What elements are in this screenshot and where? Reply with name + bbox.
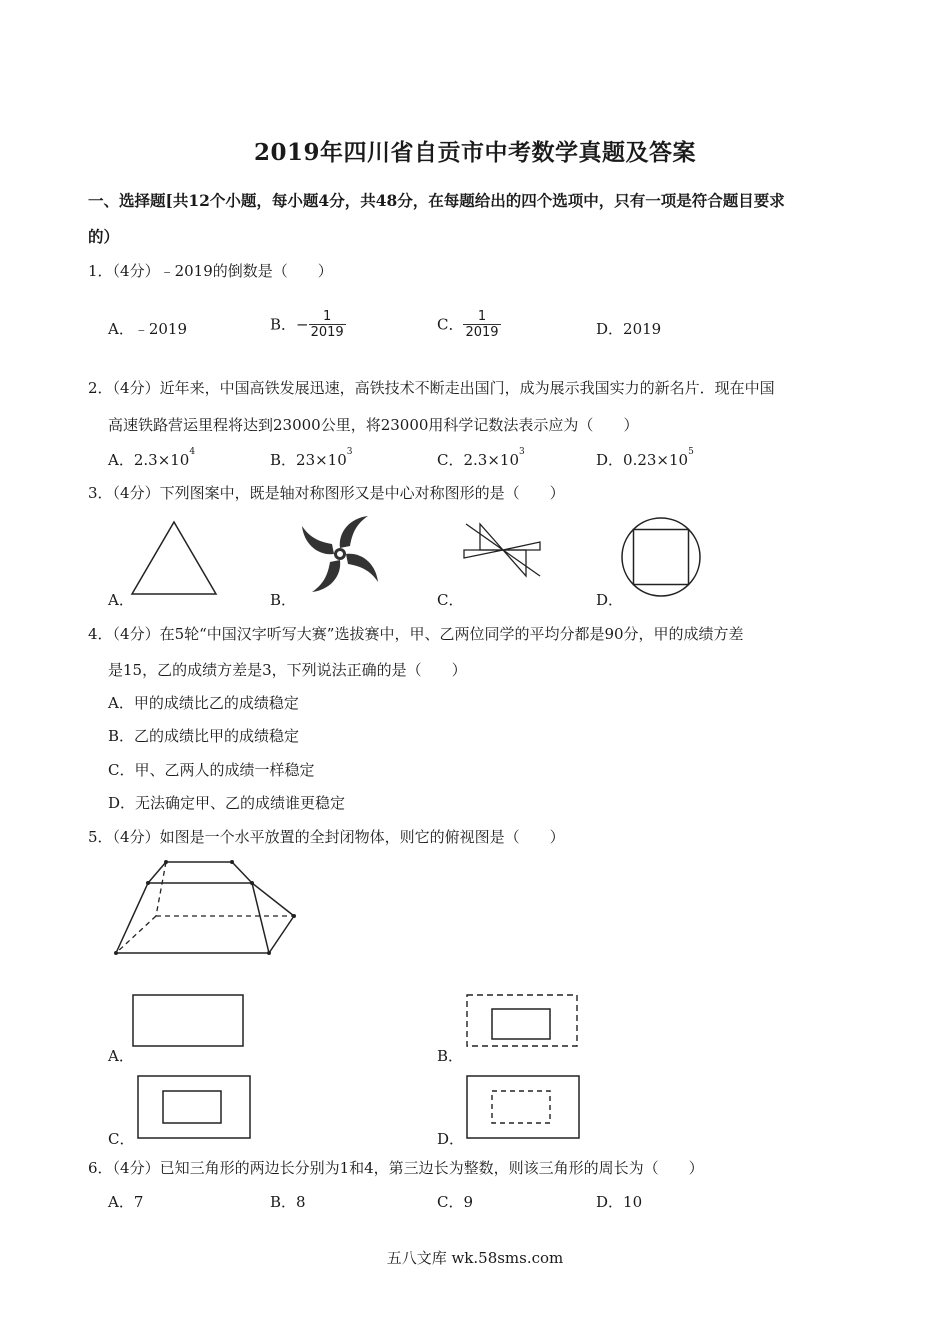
q1-option-c-label: C． — [437, 315, 464, 334]
q2-option-b-base: B．23×10 — [270, 451, 347, 469]
footer-watermark-link[interactable]: 五八文库 wk.58sms.com — [386, 1249, 564, 1267]
q6-option-b: B．8 — [270, 1193, 306, 1211]
q1-option-b-fraction — [309, 310, 346, 341]
q2-option-a — [108, 449, 195, 470]
q3-option-b: B． — [270, 591, 297, 609]
q5-figure-b-nested-dashed-outer — [462, 990, 586, 1054]
q4-stem-line2: 是15，乙的成绩方差是3，下列说法正确的是（ ） — [108, 661, 467, 679]
q5-figure-c-nested-solid — [133, 1073, 257, 1145]
q1-option-c-fraction — [463, 310, 500, 341]
q2-option-a-exponent: 4 — [189, 447, 196, 457]
q2-stem-line2: 高速铁路营运里程将达到23000公里，将23000用科学记数法表示应为（ ） — [108, 416, 639, 434]
q4-option-a: A．甲的成绩比乙的成绩稳定 — [108, 694, 299, 712]
q3-option-d: D． — [596, 591, 624, 609]
q2-option-b — [270, 449, 353, 470]
q3-figure-a-triangle — [128, 518, 220, 598]
q1-option-a: A．﹣2019 — [108, 320, 188, 338]
q5-figure-d-nested-dashed-inner — [462, 1073, 586, 1145]
q1-option-b-label: B． — [270, 315, 297, 334]
q5-figure-a-rectangle — [128, 990, 252, 1054]
q3-figure-c-windmill — [458, 520, 548, 580]
q2-option-c — [437, 449, 525, 470]
q2-option-d — [596, 449, 694, 470]
q4-stem-line1: 4．（4分）在5轮“中国汉字听写大赛”选拔赛中，甲、乙两位同学的平均分都是90分，甲的成绩方差 — [88, 625, 744, 643]
section-heading-line1: 一、选择题[共12个小题，每小题4分，共48分，在每题给出的四个选项中，只有一项是符合题目要求 — [88, 191, 785, 210]
q6-option-d: D．10 — [596, 1193, 643, 1211]
q1-stem: 1．（4分）﹣2019的倒数是（ ） — [88, 262, 333, 280]
q1-option-b-denominator: 2019 — [310, 325, 344, 341]
q1-option-b-sign: − — [296, 315, 309, 334]
q2-option-c-base: C．2.3×10 — [437, 451, 519, 469]
q1-option-b — [270, 310, 346, 341]
q5-figure-solid — [108, 856, 304, 960]
q3-figure-b-pinwheel — [294, 510, 386, 598]
q4-option-c: C．甲、乙两人的成绩一样稳定 — [108, 761, 315, 779]
q6-option-c: C．9 — [437, 1193, 474, 1211]
q3-stem: 3．（4分）下列图案中，既是轴对称图形又是中心对称图形的是（ ） — [88, 484, 565, 502]
q4-option-d: D．无法确定甲、乙的成绩谁更稳定 — [108, 794, 346, 812]
q6-stem: 6．（4分）已知三角形的两边长分别为1和4，第三边长为整数，则该三角形的周长为（ ） — [88, 1159, 704, 1177]
q2-option-a-base: A．2.3×10 — [108, 451, 190, 469]
q3-figure-d-square-in-circle — [618, 514, 704, 600]
q3-option-c: C． — [437, 591, 464, 609]
q2-option-d-exponent: 5 — [688, 447, 694, 457]
q6-option-a: A．7 — [108, 1193, 144, 1211]
q1-option-c-denominator: 2019 — [465, 325, 499, 341]
q5-option-d: D． — [437, 1130, 465, 1148]
q2-option-c-exponent: 3 — [519, 447, 525, 457]
q3-option-a: A． — [108, 591, 134, 609]
q5-option-b: B． — [437, 1047, 464, 1065]
q1-option-c-numerator: 1 — [477, 309, 487, 324]
section-heading-line2: 的） — [88, 227, 120, 246]
q2-stem-line1: 2．（4分）近年来，中国高铁发展迅速，高铁技术不断走出国门，成为展示我国实力的新名片．现在中国 — [88, 379, 775, 397]
q5-stem: 5．（4分）如图是一个水平放置的全封闭物体，则它的俯视图是（ ） — [88, 828, 565, 846]
q5-option-c: C． — [108, 1130, 135, 1148]
q2-option-b-exponent: 3 — [346, 447, 353, 457]
q4-option-b: B．乙的成绩比甲的成绩稳定 — [108, 727, 300, 745]
q2-option-d-base: D．0.23×10 — [596, 451, 689, 469]
q5-option-a: A． — [108, 1047, 134, 1065]
q1-option-c — [437, 310, 501, 341]
q1-option-b-numerator: 1 — [323, 309, 332, 324]
q1-option-d: D．2019 — [596, 320, 662, 338]
page-title: 2019年四川省自贡市中考数学真题及答案 — [253, 139, 696, 166]
